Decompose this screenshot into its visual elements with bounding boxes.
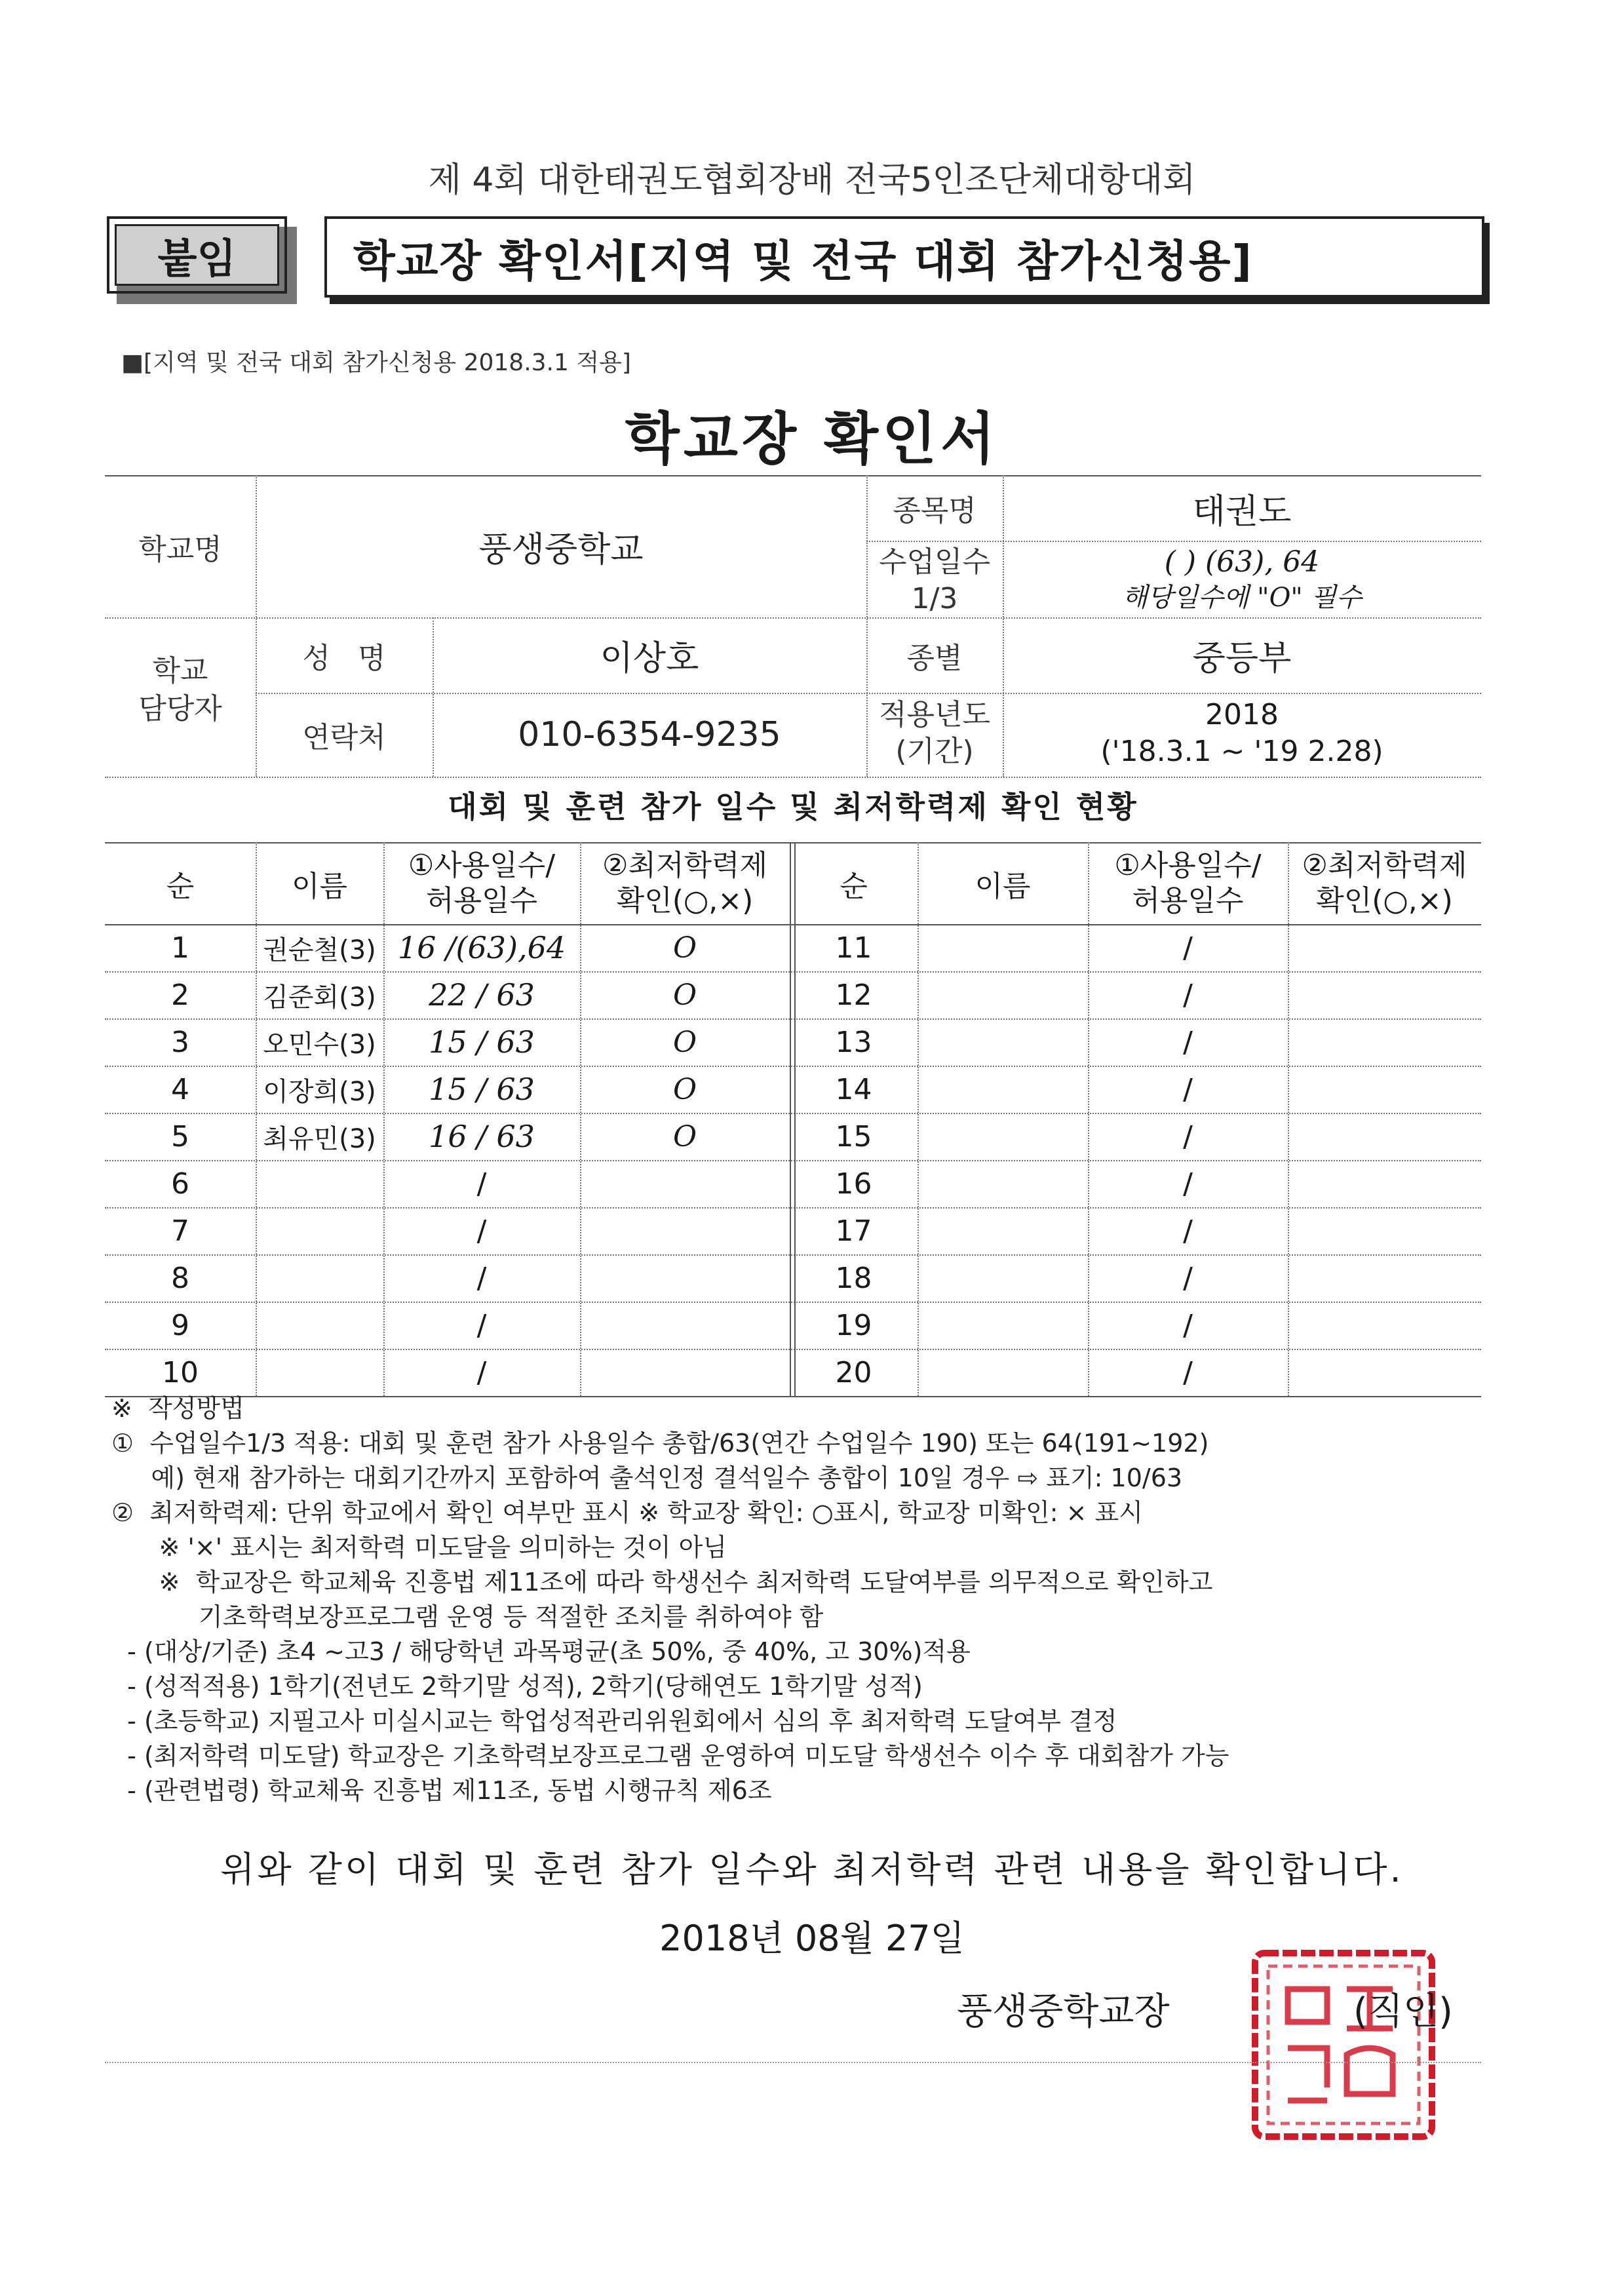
- header-name: 이름: [975, 869, 1031, 903]
- school-name-label: 학교명: [138, 532, 222, 566]
- header-check: [580, 842, 790, 924]
- right-row-name: [918, 924, 1088, 971]
- table-caption: 대회 및 훈련 참가 일수 및 최저학력제 확인 현황: [448, 789, 1138, 824]
- confirm-date: 2018년 08월 27일: [659, 1918, 965, 1959]
- left-row-name: [256, 1207, 383, 1254]
- headline-box: [324, 216, 1484, 298]
- header-days: [383, 842, 580, 924]
- right-row-days: /: [1183, 931, 1193, 965]
- right-row-name: [918, 1207, 1088, 1254]
- left-row-days: /: [476, 1355, 487, 1389]
- header-check-line-2: 확인(○,×): [616, 883, 754, 918]
- division: 중등부: [1192, 639, 1292, 678]
- left-row-check: [580, 1302, 790, 1349]
- left-row-name: 오민수(3): [263, 1029, 376, 1060]
- right-row-check: [1288, 1207, 1481, 1254]
- header-days: [1088, 842, 1288, 924]
- division-label: 종별: [906, 641, 963, 675]
- instruction-line: ① 수업일수1/3 적용: 대회 및 훈련 참가 사용일수 총합/63(연간 수업일수 190) 또는 64(191~192): [111, 1429, 1209, 1458]
- right-row-no: 18: [835, 1261, 872, 1295]
- seal-label: (직인): [1353, 1990, 1453, 2033]
- attachment-badge: [107, 216, 287, 294]
- right-row-no: 15: [835, 1119, 872, 1153]
- left-row-days: /: [476, 1308, 487, 1342]
- headline: 학교장 확인서[지역 및 전국 대회 참가신청용]: [353, 235, 1253, 286]
- left-row-no: 1: [171, 931, 189, 965]
- left-row-no: 5: [171, 1119, 189, 1153]
- instruction-line: 기초학력보장프로그램 운영 등 적절한 조치를 취하여야 함: [111, 1602, 824, 1631]
- right-row-days: /: [1183, 1308, 1193, 1342]
- right-row-check: [1288, 971, 1481, 1018]
- header-days-line-1: ①사용일수/: [408, 848, 556, 882]
- left-row-days: /: [476, 1167, 487, 1201]
- left-row-check: O: [672, 1025, 697, 1059]
- left-row-name: 이장희(3): [263, 1076, 376, 1107]
- left-row-days: /: [476, 1214, 487, 1248]
- right-row-check: [1288, 1254, 1481, 1302]
- year-period: ('18.3.1 ~ '19 2.28): [1100, 735, 1383, 768]
- header-no: 순: [840, 869, 868, 903]
- instruction-line: ② 최저학력제: 단위 학교에서 확인 여부만 표시 ※ 학교장 확인: ○표시, 학교장 미확인: × 표시: [111, 1498, 1143, 1527]
- contact-phone: 010-6354-9235: [518, 715, 781, 754]
- right-row-name: [918, 1113, 1088, 1160]
- right-row-no: 16: [835, 1167, 872, 1201]
- instruction-line: - (초등학교) 지필고사 미실시교는 학업성적관리위원회에서 심의 후 최저학력 도달여부 결정: [111, 1707, 1117, 1735]
- right-row-no: 14: [835, 1072, 872, 1106]
- instruction-line: ※ '×' 표시는 최저학력 미도달을 의미하는 것이 아님: [111, 1533, 727, 1562]
- class-days-value-cell: [1003, 544, 1481, 615]
- right-row-name: [918, 1302, 1088, 1349]
- left-row-days: 16 / 63: [429, 1119, 535, 1154]
- instruction-line: - (성적적용) 1학기(전년도 2학기말 성적), 2학기(당해연도 1학기말 성적): [111, 1672, 923, 1701]
- instruction-line: - (최저학력 미도달) 학교장은 기초학력보장프로그램 운영하여 미도달 학생선수 이수 후 대회참가 가능: [111, 1741, 1229, 1770]
- header-name: 이름: [291, 869, 347, 903]
- right-row-no: 19: [835, 1308, 872, 1342]
- right-row-check: [1288, 1349, 1481, 1396]
- right-row-check: [1288, 1302, 1481, 1349]
- right-row-name: [918, 971, 1088, 1018]
- class-days-label: 수업일수 1/3: [878, 545, 990, 615]
- left-row-no: 10: [162, 1355, 199, 1389]
- year-label: 적용년도 (기간): [878, 698, 990, 768]
- left-row-check: [580, 1160, 790, 1207]
- left-row-check: O: [672, 1072, 697, 1106]
- left-row-name: 김준회(3): [263, 982, 376, 1013]
- left-row-name: 최유민(3): [263, 1123, 376, 1154]
- instruction-line: ※ 학교장은 학교체육 진흥법 제11조에 따라 학생선수 최저학력 도달여부를 의무적으로 확인하고: [111, 1568, 1213, 1597]
- right-row-name: [918, 1160, 1088, 1207]
- right-row-check: [1288, 1160, 1481, 1207]
- left-row-name: [256, 1302, 383, 1349]
- right-row-days: /: [1183, 1072, 1193, 1106]
- instructions: [111, 1391, 1488, 1808]
- header-days-line-1: ①사용일수/: [1114, 848, 1262, 882]
- right-row-days: /: [1183, 1355, 1193, 1389]
- right-row-days: /: [1183, 978, 1193, 1012]
- sport-label: 종목명: [893, 494, 976, 528]
- right-row-days: /: [1183, 1261, 1193, 1295]
- year: 2018: [1205, 698, 1279, 731]
- left-row-no: 9: [171, 1308, 189, 1342]
- right-row-name: [918, 1349, 1088, 1396]
- left-row-check: O: [672, 931, 697, 965]
- header-check-line-2: 확인(○,×): [1316, 883, 1453, 918]
- event-title: 제 4회 대한태권도협회장배 전국5인조단체대항대회: [428, 161, 1196, 200]
- footer-divider: [105, 2062, 1481, 2063]
- class-days-note: 해당일수에 "O" 필수: [1122, 583, 1362, 613]
- header-check-line-1: ②최저학력제: [1302, 848, 1467, 882]
- left-row-name: [256, 1349, 383, 1396]
- right-row-no: 20: [835, 1355, 872, 1389]
- left-row-days: 15 / 63: [429, 1024, 535, 1060]
- instruction-line: - (대상/기준) 초4 ~고3 / 해당학년 과목평균(초 50%, 중 40%, 고 30%)적용: [111, 1637, 971, 1666]
- left-row-days: 22 / 63: [429, 977, 535, 1013]
- right-row-name: [918, 1066, 1088, 1113]
- right-row-no: 12: [835, 978, 872, 1012]
- left-row-days: /: [476, 1261, 487, 1295]
- school-name: 풍생중학교: [478, 530, 644, 570]
- left-row-check: [580, 1349, 790, 1396]
- left-row-check: O: [672, 978, 697, 1012]
- phone-label: 연락처: [302, 721, 386, 754]
- right-row-no: 13: [835, 1025, 872, 1059]
- instruction-line: - (관련법령) 학교체육 진흥법 제11조, 동법 시행규칙 제6조: [111, 1776, 772, 1805]
- left-row-no: 3: [171, 1025, 189, 1059]
- left-row-no: 7: [171, 1214, 189, 1248]
- left-row-check: O: [672, 1119, 697, 1153]
- doc-title: 학교장 확인서: [625, 406, 999, 472]
- right-row-no: 17: [835, 1214, 872, 1248]
- right-row-name: [918, 1254, 1088, 1302]
- left-row-check: [580, 1207, 790, 1254]
- header-days-line-2: 허용일수: [1132, 883, 1244, 918]
- instruction-line: 예) 현재 참가하는 대회기간까지 포함하여 출석인정 결석일수 총합이 10일 경우 ⇨ 표기: 10/63: [111, 1463, 1183, 1492]
- instruction-line: ※ 작성방법: [111, 1394, 244, 1423]
- right-row-days: /: [1183, 1119, 1193, 1153]
- contact-name: 이상호: [600, 639, 699, 678]
- right-row-days: /: [1183, 1025, 1193, 1059]
- apply-note: ■[지역 및 전국 대회 참가신청용 2018.3.1 적용]: [121, 349, 631, 376]
- right-row-check: [1288, 924, 1481, 971]
- right-row-check: [1288, 1066, 1481, 1113]
- left-row-no: 2: [171, 978, 189, 1012]
- right-row-check: [1288, 1018, 1481, 1066]
- class-days-value: ( ) (63), 64: [1164, 545, 1320, 579]
- right-row-name: [918, 1018, 1088, 1066]
- attachment-label: 붙임: [115, 224, 279, 286]
- left-row-name: [256, 1254, 383, 1302]
- right-row-check: [1288, 1113, 1481, 1160]
- confirm-text: 위와 같이 대회 및 훈련 참가 일수와 최저학력 관련 내용을 확인합니다.: [220, 1849, 1404, 1890]
- header-days-line-2: 허용일수: [425, 883, 537, 918]
- left-row-check: [580, 1254, 790, 1302]
- official-seal: [1242, 1943, 1445, 2146]
- left-row-no: 6: [171, 1167, 189, 1201]
- sport: 태권도: [1192, 492, 1292, 532]
- year-cell: [1003, 697, 1481, 770]
- header-check-line-1: ②최저학력제: [602, 848, 767, 882]
- right-row-days: /: [1183, 1214, 1193, 1248]
- left-row-name: 권순철(3): [263, 935, 376, 965]
- left-row-name: [256, 1160, 383, 1207]
- right-row-days: /: [1183, 1167, 1193, 1201]
- right-row-no: 11: [835, 931, 872, 965]
- name-label: 성 명: [302, 641, 386, 675]
- signer: 풍생중학교장: [957, 1990, 1170, 2033]
- left-row-no: 4: [171, 1072, 189, 1106]
- left-row-no: 8: [171, 1261, 189, 1295]
- contact-person-label: 학교 담당자: [138, 654, 222, 726]
- header-no: 순: [166, 869, 195, 903]
- left-row-days: 16 /(63),64: [397, 930, 566, 965]
- header-check: [1288, 842, 1481, 924]
- left-row-days: 15 / 63: [429, 1072, 535, 1107]
